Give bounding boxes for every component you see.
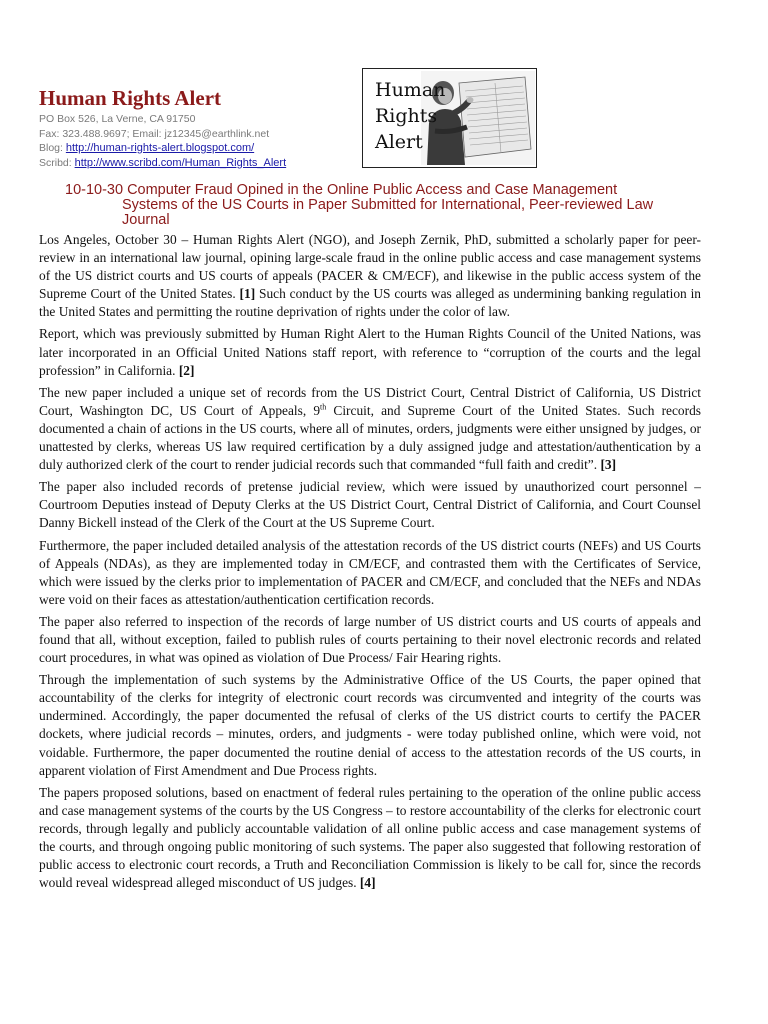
press-release-headline: [65, 183, 715, 228]
headline-line-3: Journal: [122, 212, 170, 228]
paragraph-8-text: The papers proposed solutions, based on enactment of federal rules pertaining to the operation of the online public access and case management systems of the courts by the US Congress – to restore accountability of the clerks for electronic court records, through legally and publicly accountable validation of all online public access and case management systems of the courts, and through ongoing public monitoring of such systems. The paper also suggested that following restoration of public access to electronic court records, a Truth and Reconciliation Commission is likely to be call for, since the records would reveal widespread alleged misconduct of US judges.: [39, 784, 701, 891]
paragraph-8: [39, 784, 701, 893]
headline-line-2: Systems of the US Courts in Paper Submitted for International, Peer-reviewed Law: [122, 197, 654, 213]
paragraph-2: [39, 325, 701, 379]
footnote-ref-2: [2]: [178, 362, 195, 378]
logo-line-alert: Alert: [375, 131, 423, 153]
org-name: Human Rights Alert: [39, 86, 222, 110]
address-line: PO Box 526, La Verne, CA 91750: [39, 113, 196, 125]
logo-text: [375, 77, 445, 155]
article-body: [39, 231, 701, 896]
paragraph-1-text-cont: Such conduct by the US courts was alleged as undermining banking regulation in the United States and permitting the routine deprivation of rights under the color of law.: [39, 286, 701, 320]
paragraph-3: [39, 384, 701, 474]
scribd-line: [39, 156, 359, 171]
paragraph-2-text: Report, which was previously submitted by Human Right Alert to the Human Rights Council of the United Nations, was later incorporated in an Official United Nations staff report, with reference to “corruption of the courts and the legal profession” in California.: [39, 326, 701, 378]
logo-line-rights: Rights: [375, 105, 438, 127]
paragraph-4: The paper also included records of pretense judicial review, which were issued by unauthorized court personnel – Courtroom Deputies instead of Deputy Clerks at the US District Court, Central District of California, and Court Counsel Danny Bickell instead of the Clerk of the Court at the US Supreme Court.: [39, 479, 701, 531]
paragraph-3-text: The new paper included a unique set of records from the US District Court, Central District of California, US District Court, Washington DC, US Court of Appeals, 9: [39, 384, 701, 418]
blog-link[interactable]: http://human-rights-alert.blogspot.com/: [65, 142, 255, 154]
footnote-ref-1: [1]: [239, 286, 256, 302]
ordinal-superscript: th: [320, 402, 327, 412]
fax-email-line: Fax: 323.488.9697; Email: jz12345@earthlink.net: [39, 127, 270, 140]
headline-line-1: 10-10-30 Computer Fraud Opined in the Online Public Access and Case Management: [65, 182, 618, 198]
paragraph-1: [39, 231, 701, 321]
paragraph-1-text: Los Angeles, October 30 – Human Rights Alert (NGO), and Joseph Zernik, PhD, submitted a scholarly paper for peer-review in an international law journal, opining large-scale fraud in the online public access and case management systems of the US district courts and US courts of appeals (PACER & CM/ECF), and likewise in the public access system of the Supreme Court of the United States.: [39, 232, 701, 302]
footnote-ref-4: [4]: [359, 875, 376, 891]
paragraph-3-text-cont: Circuit, and Supreme Court of the United States. Such records documented a chain of actions in the US courts, where all of minutes, orders, judgments were either unsigned by judges, or unattested by clerks, whereas US law required certification by a duly assigned judge and attestation/authentication by a duly authorized clerk of the court to render judicial records such that commanded “full faith and credit”.: [39, 402, 701, 473]
paragraph-5: Furthermore, the paper included detailed analysis of the attestation records of the US district courts (NEFs) and US Courts of Appeals (NDAs), as they are implemented today in CM/ECF, and contrasted them with the Certificates of Service, which were issued by the clerks prior to implementation of PACER and CM/ECF, and concluded that the NEFs and NDAs were void on their faces as attestation/authentication certification records.: [39, 537, 701, 607]
blog-label: Blog:: [39, 142, 63, 154]
paragraph-7: Through the implementation of such systems by the Administrative Office of the US Courts, the paper opined that accountability of the clerks for integrity of electronic court records was circumvented and integrity of the courts was undermined. Accordingly, the paper documented the refusal of clerks of the US district courts to certify the PACER dockets, where judicial records – minutes, orders, and judgments - were today published online, which were void, not voidable. Furthermore, the paper documented the routine denial of access to the attestation records of the US courts, in apparent violation of First Amendment and Due Process rights.: [39, 672, 701, 778]
blog-line: [39, 141, 359, 156]
logo-line-human: Human: [375, 79, 446, 101]
letterhead: [39, 86, 359, 170]
scribd-label: Scribd:: [39, 156, 72, 169]
footnote-ref-3: [3]: [600, 457, 617, 473]
paragraph-6: The paper also referred to inspection of the records of large number of US district courts and US courts of appeals and found that all, without exception, failed to publish rules of courts pertaining to their novel electronic records and related court procedures, in what was opined as violation of Due Process/ Fair Hearing rights.: [39, 613, 701, 666]
logo: [362, 68, 537, 168]
scribd-link[interactable]: http://www.scribd.com/Human_Rights_Alert: [74, 156, 287, 169]
